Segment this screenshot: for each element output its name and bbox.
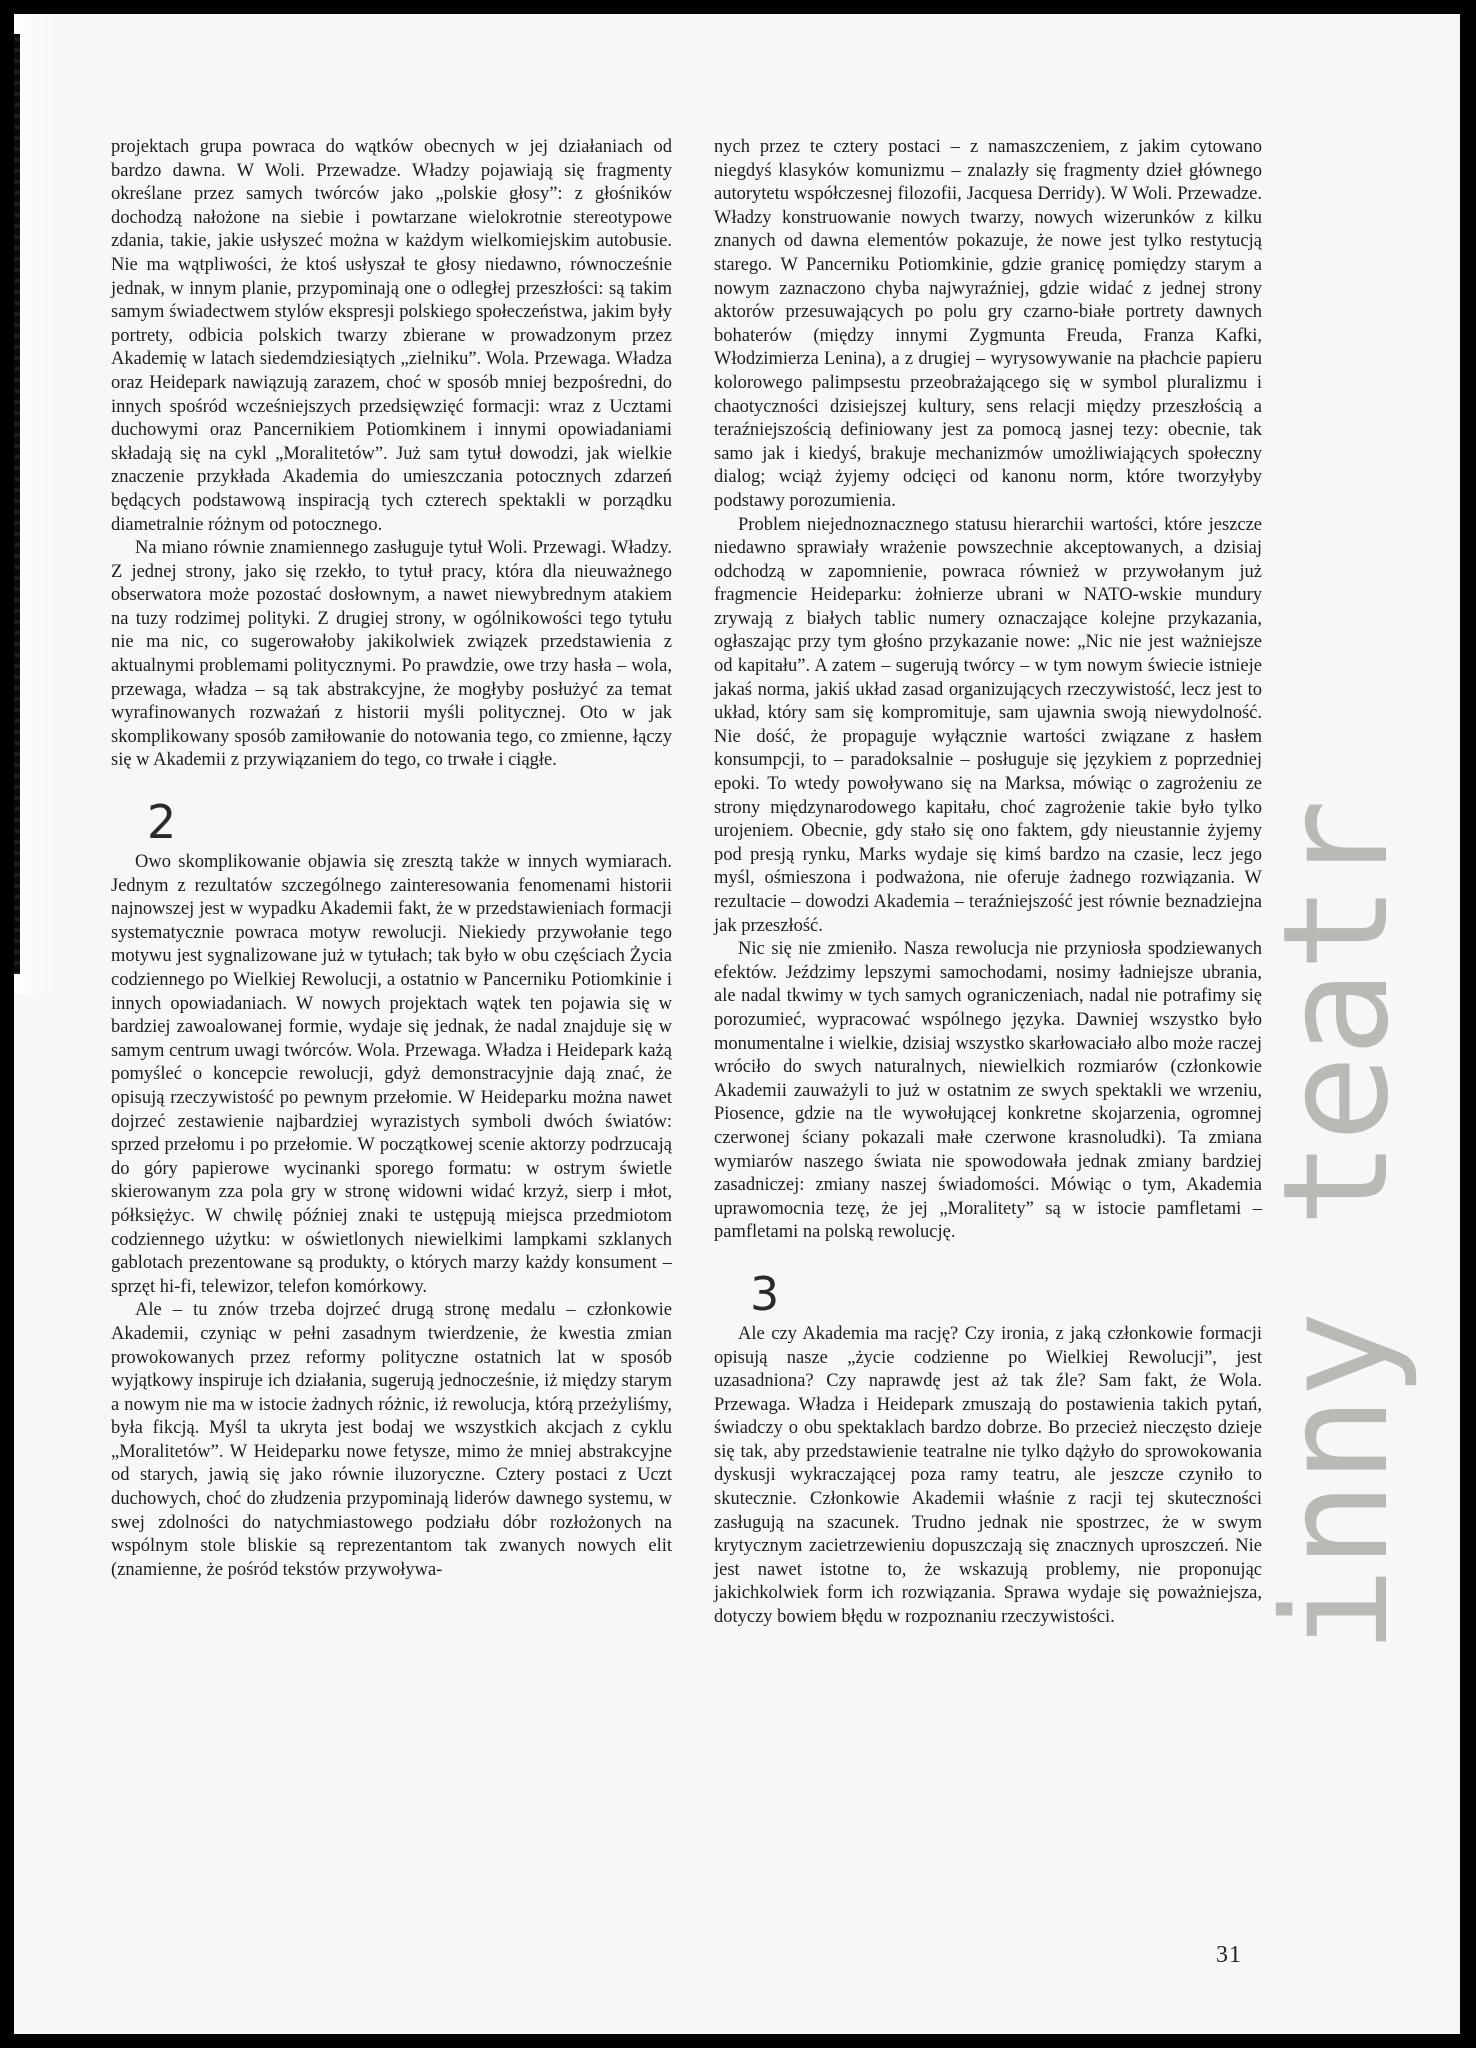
magazine-page (14, 14, 1460, 2034)
torn-paper-edge (14, 14, 54, 994)
paragraph: nych przez te cztery postaci – z namaszczeniem, z jakim cytowano niegdyś klasyków komunizmu – znalazły się fragmenty dzieł głównego autorytetu współczesnej filozofii, Jacquesa Derridy). W Woli. Przewadze. Władzy konstruowanie nowych twarzy, nowych wizerunków z kilku znanych od dawna elementów pokazuje, że nowe jest tylko restytucją starego. W Pancerniku Potiomkinie, gdzie granicę pomiędzy starym a nowym zaznaczono chyba najwyraźniej, gdzie widać z jednej strony aktorów przesuwających po polu gry czarno-białe portrety dawnych bohaterów (między innymi Zygmunta Freuda, Franza Kafki, Włodzimierza Lenina), a z drugiej – wyrysowywanie na płachcie papieru kolorowego palimpsestu przeobrażającego się w symbol pluralizmu i chaotyczności dzisiejszej kultury, sens relacji między przeszłością a teraźniejszością definiowany jest za pomocą jasnej tezy: obecnie, tak samo jak i kiedyś, brakuje mechanizmów umożliwiających społeczny dialog; wciąż żyjemy odcięci od kanonu norm, które tworzyłyby podstawy porozumienia. (714, 137, 1262, 511)
paragraph: Nic się nie zmieniło. Nasza rewolucja nie przyniosła spodziewanych efektów. Jeździmy lepszymi samochodami, nosimy ładniejsze ubrania, ale nadal tkwimy w tych samych ograniczeniach, nadal nie potrafimy się porozumieć, wypracować wspólnego języka. Dawniej wszystko było monumentalne i wielkie, dzisiaj wszystko skarłowaciało albo może raczej wróciło do swych naturalnych, niewielkich rozmiarów (członkowie Akademii zauważyli to już w ostatnim ze swych spektakli we wrzeniu, Piosence, gdzie na tle wywołującej konkretne skojarzenia, ogromnej czerwonej ściany pokazali małe czerwone krasnoludki). Ta zmiana wymiarów naszego świata nie spowodowała jednak zmiany bardziej zasadniczej: zmiany naszej świadomości. Mówiąc o tym, Akademia uprawomocnia tezę, że jej „Moralitety” są w istocie pamfletami – pamfletami na polską rewolucję. (714, 939, 1262, 1243)
paragraph: Na miano równie znamiennego zasługuje tytuł Woli. Przewagi. Władzy. Z jednej strony, jako się rzekło, to tytuł pracy, która dla nieuważnego obserwatora może pozostać dosłownym, a nawet niewybrednym atakiem na tuzy rodzimej polityki. Z drugiej strony, w ogólnikowości tego tytułu nie ma nic, co sugerowałoby jakikolwiek związek przedstawienia z aktualnymi problemami politycznymi. Po prawdzie, owe trzy hasła – wola, przewaga, władza – są tak abstrakcyjne, że mogłyby posłużyć za temat wyrafinowanych rozważań z historii myśli politycznej. Oto w jak skomplikowany sposób zamiłowanie do notowania tego, co zmienne, łączy się w Akademii z przywiązaniem do tego, co trwałe i ciągłe. (111, 538, 672, 771)
section-title-vertical: inny teatr (1252, 801, 1421, 1654)
section-number: 2 (147, 795, 177, 850)
paragraph: Ale czy Akademia ma rację? Czy ironia, z jaką członkowie formacji opisują nasze „życie codzienne po Wielkiej Rewolucji”, jest uzasadniona? Czy naprawdę jest aż tak źle? Sam fakt, że Wola. Przewaga. Władza i Heidepark zmuszają do postawienia takich pytań, świadczy o obu spektaklach bardzo dobrze. Bo przecież nieczęsto dzieje się tak, aby przedstawienie teatralne nie tylko dążyło do sprowokowania dyskusji wykraczającej poza ramy teatru, ale jeszcze czyniło to skutecznie. Członkowie Akademii właśnie z racji tej skuteczności zasługują na szacunek. Trudno jednak nie spostrzec, że w swym krytycznym zacietrzewieniu dopuszczają się znacznych uproszczeń. Nie jest nawet istotne to, że wskazują problemy, nie proponując jakichkolwiek form ich rozwiązania. Sprawa wydaje się poważniejsza, dotyczy bowiem błędu w rozpoznaniu rzeczywistości. (714, 1323, 1262, 1628)
section-number: 3 (750, 1266, 780, 1321)
paragraph: Owo skomplikowanie objawia się zresztą także w innych wymiarach. Jednym z rezultatów szczególnego zainteresowania fenomenami historii najnowszej jest w wypadku Akademii fakt, że w przedstawieniach formacji systematycznie powraca motyw rewolucji. Niekiedy przywołanie tego motywu jest sygnalizowane już w tytułach; tak było w obu częściach Życia codziennego po Wielkiej Rewolucji, a ostatnio w Pancerniku Potiomkinie i innych opowiadaniach. W nowych projektach wątek ten pojawia się w bardziej zawoalowanej formie, wydaje się jednak, że nadal znajduje się w samym centrum uwagi twórców. Wola. Przewaga. Władza i Heidepark każą pomyśleć o koncepcie rewolucji, gdyż demonstracyjnie dają znać, że opisują rzeczywistość po pewnym przełomie. W Heideparku można nawet dojrzeć zestawienie najbardziej wyrazistych symboli dwóch światów: sprzed przełomu i po przełomie. W początkowej scenie aktorzy podrzucają do góry papierowe wycinanki sporego formatu: w ostrym świetle skierowanym zza pola gry w stronę widowni widać krzyż, sierp i młot, półksiężyc. W chwilę później znaki te ustępują miejsca przedmiotom codziennego użytku: w oświetlonych niewielkimi lampkami szklanych gablotach prezentowane są produkty, o których marzy każdy konsument – sprzęt hi-fi, telewizor, telefon komórkowy. (111, 852, 672, 1297)
torn-edge-shadow (14, 34, 20, 974)
right-column (714, 136, 1262, 1630)
paragraph: Ale – tu znów trzeba dojrzeć drugą stronę medalu – członkowie Akademii, czyniąc w pełni zasadnym twierdzenie, że kwestia zmian prowokowanych przez reformy polityczne ostatnich lat w sposób wyjątkowy inspiruje ich działania, sugerują jednocześnie, iż między starym a nowym nie ma w istocie żadnych różnic, iż rewolucja, którą przeżyliśmy, była fikcją. Myśl ta ukryta jest bodaj we wszystkich akcjach z cyklu „Moralitetów”. W Heideparku nowe fetysze, mimo że mniej abstrakcyjne od starych, jawią się jako równie iluzoryczne. Cztery postaci z Uczt duchowych, choć do złudzenia przypominają liderów dawnego systemu, w swej zdolności do natychmiastowego podziału dóbr rozłożonych na wspólnym stole bliskie są reprezentantom tak zwanych nowych elit (znamienne, że pośród tekstów przywoływa- (111, 1300, 672, 1580)
paragraph: projektach grupa powraca do wątków obecnych w jej działaniach od bardzo dawna. W Woli. Przewadze. Władzy pojawiają się fragmenty określane przez samych twórców jako „polskie głosy”: z głośników dochodzą nałożone na siebie i powtarzane wielokrotnie stereotypowe zdania, takie, jakie usłyszeć można w każdym wielkomiejskim autobusie. Nie ma wątpliwości, że ktoś usłyszał te głosy niedawno, równocześnie jednak, w innym planie, przypominają one o odległej przeszłości: są takim samym świadectwem stylów ekspresji polskiego społeczeństwa, jakim były portrety, odbicia polskich twarzy zbierane w prowadzonym przez Akademię w latach siedemdziesiątych „zielniku”. Wola. Przewaga. Władza oraz Heidepark nawiązują zarazem, choć w sposób mniej bezpośredni, do innych spośród wcześniejszych przedsięwzięć formacji: wraz z Ucztami duchowymi oraz Pancernikiem Potiomkinem i innymi opowiadaniami składają się na cykl „Moralitetów”. Już sam tytuł dowodzi, jak wielkie znaczenie przykłada Akademia do umieszczania potocznych zdarzeń będących podstawową inspiracją tych czterech spektakli w porządku diametralnie różnym od potocznego. (111, 137, 672, 535)
left-column (111, 136, 672, 1582)
page-number: 31 (1216, 1942, 1242, 1968)
paragraph: Problem niejednoznacznego statusu hierarchii wartości, które jeszcze niedawno sprawiały wrażenie powszechnie akceptowanych, a dzisiaj odchodzą w zapomnienie, powraca również w przywołanym już fragmencie Heideparku: żołnierze ubrani w NATO-wskie mundury zrywają z białych tablic numery oznaczające kolejne przykazania, ogłaszając przy tym głośno przykazanie nowe: „Nic nie jest ważniejsze od kapitału”. A zatem – sugerują twórcy – w tym nowym świecie istnieje jakaś norma, jakiś układ zasad organizujących rzeczywistość, lecz jest to układ, który sam się kompromituje, sam ujawnia swoją niewydolność. Nie dość, że propaguje wyłącznie wartości związane z hasłem konsumpcji, to – paradoksalnie – posługuje się językiem z poprzedniej epoki. To wtedy powoływano się na Marksa, mówiąc o zagrożeniu ze strony międzynarodowego kapitału, choć zagrożenie takie było tylko urojeniem. Obecnie, gdy stało się ono faktem, gdy nieustannie żyjemy pod presją rynku, Marks wydaje się kimś bardzo na czasie, lecz jego myśl, ośmieszona i podważona, nie oferuje żadnego rozwiązania. W rezultacie – dowodzi Akademia – teraźniejszość jest równie beznadziejna jak przeszłość. (714, 514, 1262, 936)
